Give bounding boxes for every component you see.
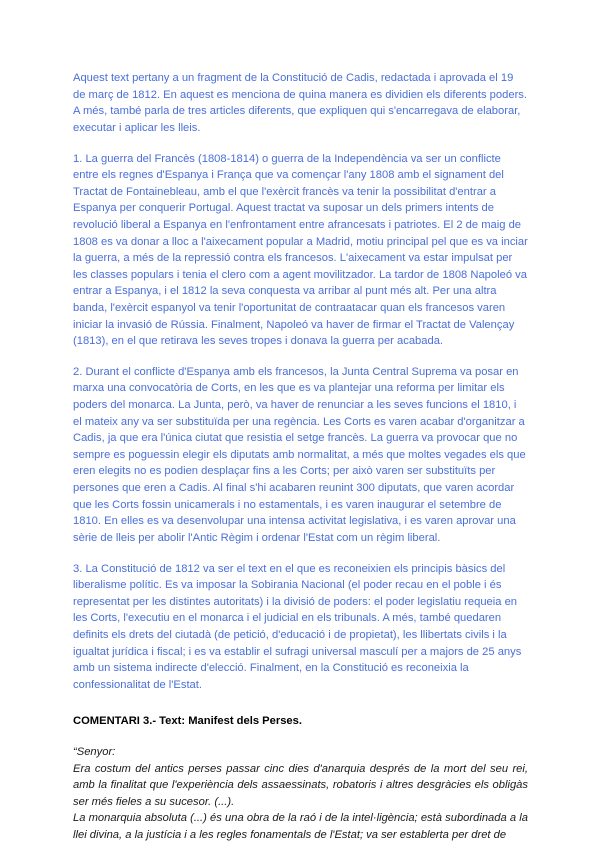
- document-body: [73, 70, 528, 844]
- paragraph-3-constitution: 3. La Constitució de 1812 va ser el text en el que es reconeixien els principis bàsics del liberalisme polític. Es va imposar la Sobirania Nacional (el poder recau en el poble i és representat per les distintes autoritats) i la divisió de poders: el poder legislatiu requeia en les Corts, l'executiu en el monarca i el judicial en els tribunals. A més, també quedaren definits els drets del ciutadà (de petició, d'educació i de propietat), les llibertats civils i la igualtat jurídica i fiscal; i es va establir el sufragi universal masculí per a majors de 25 anys amb un sistema indirecte d'elecció. Finalment, en la Constitució es reconeixia la confessionalitat de l'Estat.: [73, 562, 522, 691]
- quote-salutation-text: Senyor:: [76, 745, 116, 758]
- section-heading: COMENTARI 3.- Text: Manifest dels Perses.: [73, 715, 302, 728]
- quote-line-2: La monarquia absoluta (...) és una obra de la raó i de la intel·ligència; està subordinada a la llei divina, a la justícia i a les regles fonamentals de l'Estat; va ser establerta per dret de: [73, 812, 528, 841]
- intro-paragraph: Aquest text pertany a un fragment de la Constitució de Cadis, redactada i aprovada el 19 de març de 1812. En aquest es menciona de quina manera es dividien els diferents poders. A més, també parla de tres articles diferents, que expliquen qui s'encarregava de elaborar, executar i aplicar les lleis.: [73, 72, 527, 134]
- quote-block: [73, 744, 528, 844]
- quote-salutation: [73, 744, 528, 761]
- quote-line-1: Era costum del antics perses passar cinc dies d'anarquia després de la mort del seu rei, amb la finalitat que l'experiència dels assaessinats, robatoris i altres desgràcies els obligàs ser més fieles a su sucesor. (...).: [73, 762, 528, 808]
- paragraph-2-corts: 2. Durant el conflicte d'Espanya amb els francesos, la Junta Central Suprema va posar en marxa una convocatòria de Corts, en les que es va plantejar una reforma per limitar els poders del monarca. La Junta, però, va haver de renunciar a les seves funcions el 1810, i el mateix any va ser substituïda per una regència. Les Corts es varen acabar d'organitzar a Cadis, ja que era l'única ciutat que resistia el setge francès. La guerra va provocar que no sempre es poguessin elegir els diputats amb normalitat, a més que moltes vegades els que eren elegits no es podien desplaçar fins a les Corts; per això varen ser substituïts per persones que eren a Cadis. Al final s'hi acabaren reunint 300 diputats, que varen acordar que les Corts fossin unicamerals i no estamentals, i es varen inaugurar el setembre de 1810. En elles es va desenvolupar una intensa activitat legislativa, i es varen aprovar una sèrie de lleis per abolir l'Antic Règim i ordenar l'Estat com un règim liberal.: [73, 365, 526, 544]
- quote-open-mark: “: [73, 745, 77, 758]
- paragraph-1-war: 1. La guerra del Francès (1808-1814) o guerra de la Independència va ser un conflicte entre els regnes d'Espanya i França que va començar l'any 1808 amb el signament del Tractat de Fontainebleau, amb el que l'exèrcit francès va tenir la possibilitat d'entrar a Espanya per conquerir Portugal. Aquest tractat va suposar un dels primers intents de revolució liberal a Espanya en l'enfrontament entre afrancesats i patriotes. El 2 de maig de 1808 es va donar a lloc a l'aixecament popular a Madrid, motiu principal pel que es va inciar la guerra, a més de la repressió contra els francesos. L'aixecament va estar impulsat per les classes populars i tenia el clero com a agent movilitzador. La tardor de 1808 Napoleó va entrar a Espanya, i el 1812 la seva conquesta va arribar al punt més alt. Per una altra banda, l'exèrcit espanyol va tenir l'oportunitat de contraatacar quan els francesos varen iniciar la invasió de Rússia. Finalment, Napoleó va haver de firmar el Tractat de Valençay (1813), en el que retirava les seves tropes i donava la guerra per acabada.: [73, 152, 528, 348]
